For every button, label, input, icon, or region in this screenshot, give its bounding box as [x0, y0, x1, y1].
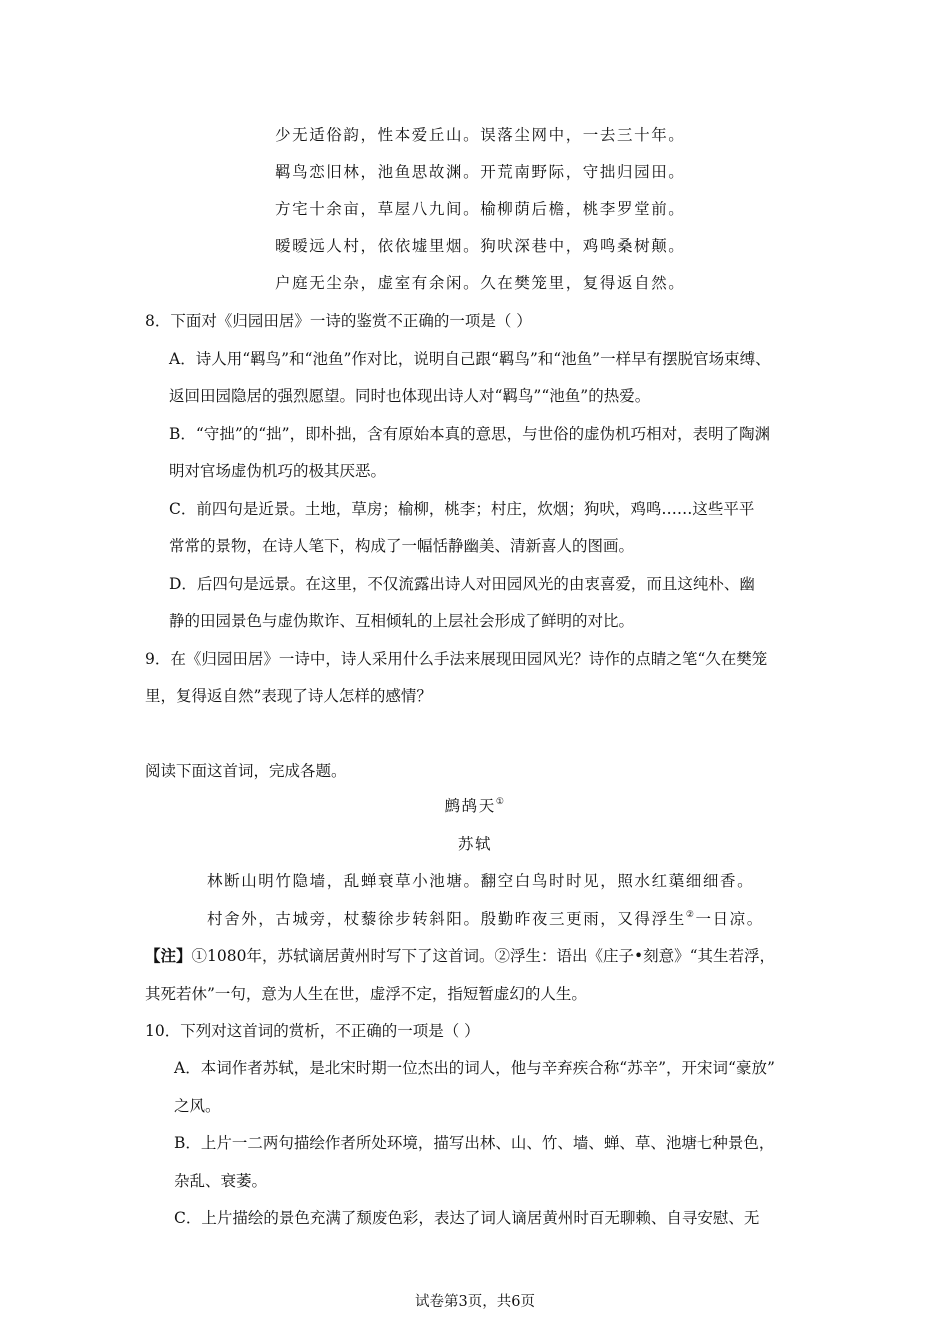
question-8-stem: 8．下面对《归园田居》一诗的鉴赏不正确的一项是（ ）	[145, 312, 532, 330]
question-10-option-b-cont: 杂乱、衰萎。	[174, 1172, 268, 1190]
annotation-text: ①1080年，苏轼谪居黄州时写下了这首词。②浮生：语出《庄子•刻意》“其生若浮，	[191, 947, 776, 965]
ci-line	[207, 909, 764, 929]
poem-line: 暧暧远人村，依依墟里烟。狗吠深巷中，鸡鸣桑树颠。	[275, 237, 686, 255]
poem-title-text: 鹧鸪天	[444, 797, 496, 815]
question-8-option-d-cont: 静的田园景色与虚伪欺诈、互相倾轧的上层社会形成了鲜明的对比。	[169, 612, 635, 630]
annotation-cont: 其死若休”一句，意为人生在世，虚浮不定，指短暂虚幻的人生。	[145, 985, 587, 1003]
question-8-option-c: C．前四句是近景。土地，草房；榆柳，桃李；村庄，炊烟；狗吠，鸡鸣……这些平平	[169, 500, 755, 518]
poem-author: 苏轼	[457, 835, 493, 853]
footnote-mark: ①	[495, 797, 506, 807]
poem-line: 羁鸟恋旧林，池鱼思故渊。开荒南野际，守拙归园田。	[275, 163, 686, 181]
question-8-option-b: B．“守拙”的“拙”，即朴拙，含有原始本真的意思，与世俗的虚伪机巧相对，表明了陶渊	[169, 425, 771, 443]
poem-line: 户庭无尘杂，虚室有余闲。久在樊笼里，复得返自然。	[275, 274, 686, 292]
poem-line: 少无适俗韵，性本爱丘山。误落尘网中，一去三十年。	[275, 126, 686, 144]
poem-title	[0, 796, 950, 816]
question-8-option-d: D．后四句是远景。在这里，不仅流露出诗人对田园风光的由衷喜爱，而且这纯朴、幽	[169, 575, 755, 593]
question-9-stem: 9．在《归园田居》一诗中，诗人采用什么手法来展现田园风光？诗作的点睛之笔“久在樊笼	[145, 650, 768, 668]
question-10-option-a-cont: 之风。	[174, 1097, 221, 1115]
question-10-option-b: B．上片一二两句描绘作者所处环境，描写出林、山、竹、墙、蝉、草、池塘七种景色，	[174, 1134, 775, 1152]
annotation-tag: 【注】	[145, 946, 192, 965]
poem-line: 方宅十余亩，草屋八九间。榆柳荫后檐，桃李罗堂前。	[275, 200, 686, 218]
annotation	[145, 946, 775, 966]
question-10-stem: 10．下列对这首词的赏析，不正确的一项是（ ）	[145, 1022, 480, 1040]
footnote-mark: ②	[685, 910, 696, 920]
question-8-option-b-cont: 明对官场虚伪机巧的极其厌恶。	[169, 462, 387, 480]
question-10-option-c: C．上片描绘的景色充满了颓废色彩，表达了词人谪居黄州时百无聊赖、自寻安慰、无	[174, 1209, 760, 1227]
ci-line: 林断山明竹隐墙，乱蝉衰草小池塘。翻空白鸟时时见，照水红蕖细细香。	[207, 872, 755, 890]
question-8-option-c-cont: 常常的景物，在诗人笔下，构成了一幅恬静幽美、清新喜人的图画。	[169, 537, 635, 555]
question-10-option-a: A．本词作者苏轼，是北宋时期一位杰出的词人，他与辛弃疾合称“苏辛”，开宋词“豪放”	[174, 1059, 775, 1077]
question-8-option-a-cont: 返回田园隐居的强烈愿望。同时也体现出诗人对“羁鸟”“池鱼”的热爱。	[169, 387, 651, 405]
ci-line-text: 一日凉。	[695, 910, 764, 928]
reading-instruction: 阅读下面这首词，完成各题。	[145, 762, 347, 780]
ci-line-text: 村舍外，古城旁，杖藜徐步转斜阳。殷勤昨夜三更雨，又得浮生	[207, 910, 686, 928]
question-9-stem-cont: 里，复得返自然”表现了诗人怎样的感情？	[145, 687, 432, 705]
question-8-option-a: A．诗人用“羁鸟”和“池鱼”作对比，说明自己跟“羁鸟”和“池鱼”一样早有摆脱官场束缚、	[169, 350, 771, 368]
page-footer: 试卷第3页，共6页	[415, 1294, 535, 1310]
